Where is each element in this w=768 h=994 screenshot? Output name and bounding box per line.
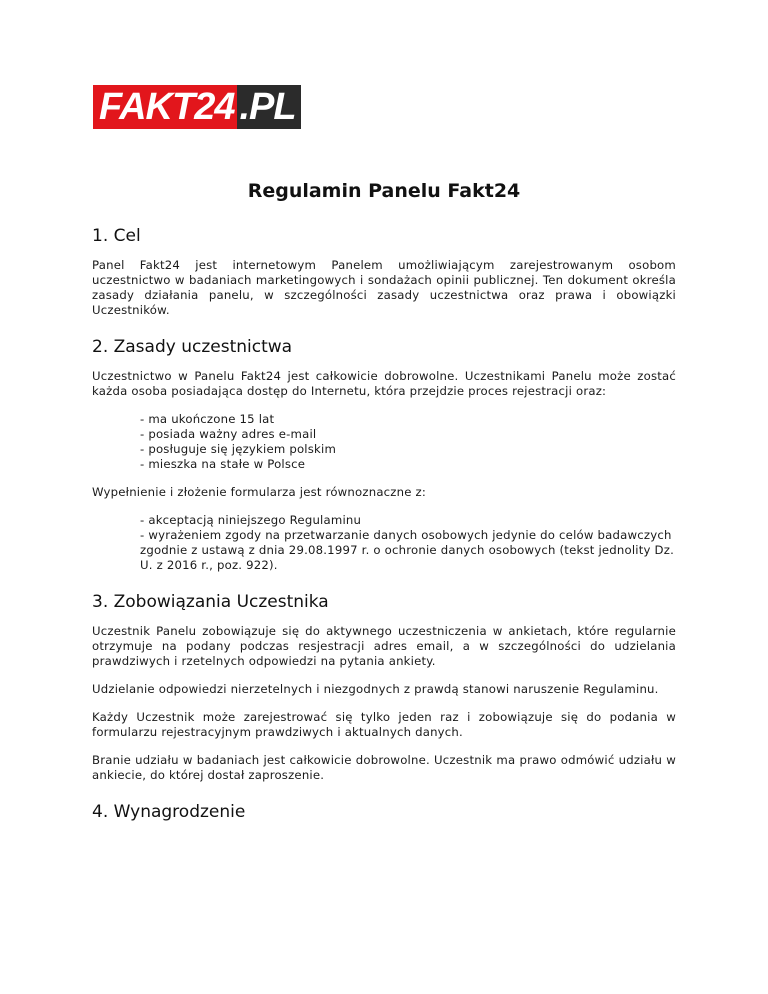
paragraph: Branie udziału w badaniach jest całkowicie dobrowolne. Uczestnik ma prawo odmówić udziału w ankiecie, do której dostał zaproszenie.	[92, 753, 676, 782]
paragraph: Uczestnik Panelu zobowiązuje się do aktywnego uczestniczenia w ankietach, które regularnie otrzymuje na podany podczas resjestracji adres email, a w szczególności do udzielania prawdziwych i rzetelnych odpowiedzi na pytania ankiety.	[92, 624, 676, 668]
fakt24-logo	[93, 85, 301, 129]
list-item: - posiada ważny adres e-mail	[140, 427, 317, 441]
list-item: - posługuje się językiem polskim	[140, 442, 337, 456]
section-heading-wynagrodzenie: 4. Wynagrodzenie	[92, 802, 246, 822]
document-title: Regulamin Panelu Fakt24	[247, 180, 521, 202]
list-item: - akceptacją niniejszego Regulaminu	[140, 513, 362, 527]
document-body	[92, 180, 676, 834]
paragraph: Panel Fakt24 jest internetowym Panelem umożliwiającym zarejestrowanym osobom uczestnictwo w badaniach marketingowych i sondażach opinii publicznej. Ten dokument określa zasady działania panelu, w szczególności zasady uczestnictwa oraz prawa i obowiązki Uczestników.	[92, 258, 676, 317]
list-item: - wyrażeniem zgody na przetwarzanie danych osobowych jedynie do celów badawczych zgodnie z ustawą z dnia 29.08.1997 r. o ochronie danych osobowych (tekst jednolity Dz. U. z 2016 r., poz. 922).	[140, 528, 675, 572]
list-item: - mieszka na stałe w Polsce	[140, 457, 306, 471]
section-heading-cel: 1. Cel	[92, 226, 141, 246]
list-item: - ma ukończone 15 lat	[140, 412, 275, 426]
paragraph: Udzielanie odpowiedzi nierzetelnych i niezgodnych z prawdą stanowi naruszenie Regulaminu.	[92, 682, 659, 696]
paragraph: Każdy Uczestnik może zarejestrować się tylko jeden raz i zobowiązuje się do podania w formularzu rejestracyjnym prawdziwych i aktualnych danych.	[92, 710, 676, 739]
paragraph: Wypełnienie i złożenie formularza jest równoznaczne z:	[92, 485, 427, 499]
consent-list	[140, 513, 676, 573]
section-heading-zobowiazania: 3. Zobowiązania Uczestnika	[92, 592, 329, 612]
logo-pl-text: .PL	[237, 85, 300, 129]
logo-fakt24-text: FAKT24	[93, 85, 237, 129]
paragraph: Uczestnictwo w Panelu Fakt24 jest całkowicie dobrowolne. Uczestnikami Panelu może zostać każda osoba posiadająca dostęp do Internetu, która przejdzie proces rejestracji oraz:	[92, 369, 676, 398]
section-heading-zasady: 2. Zasady uczestnictwa	[92, 337, 293, 357]
requirements-list	[140, 412, 676, 472]
